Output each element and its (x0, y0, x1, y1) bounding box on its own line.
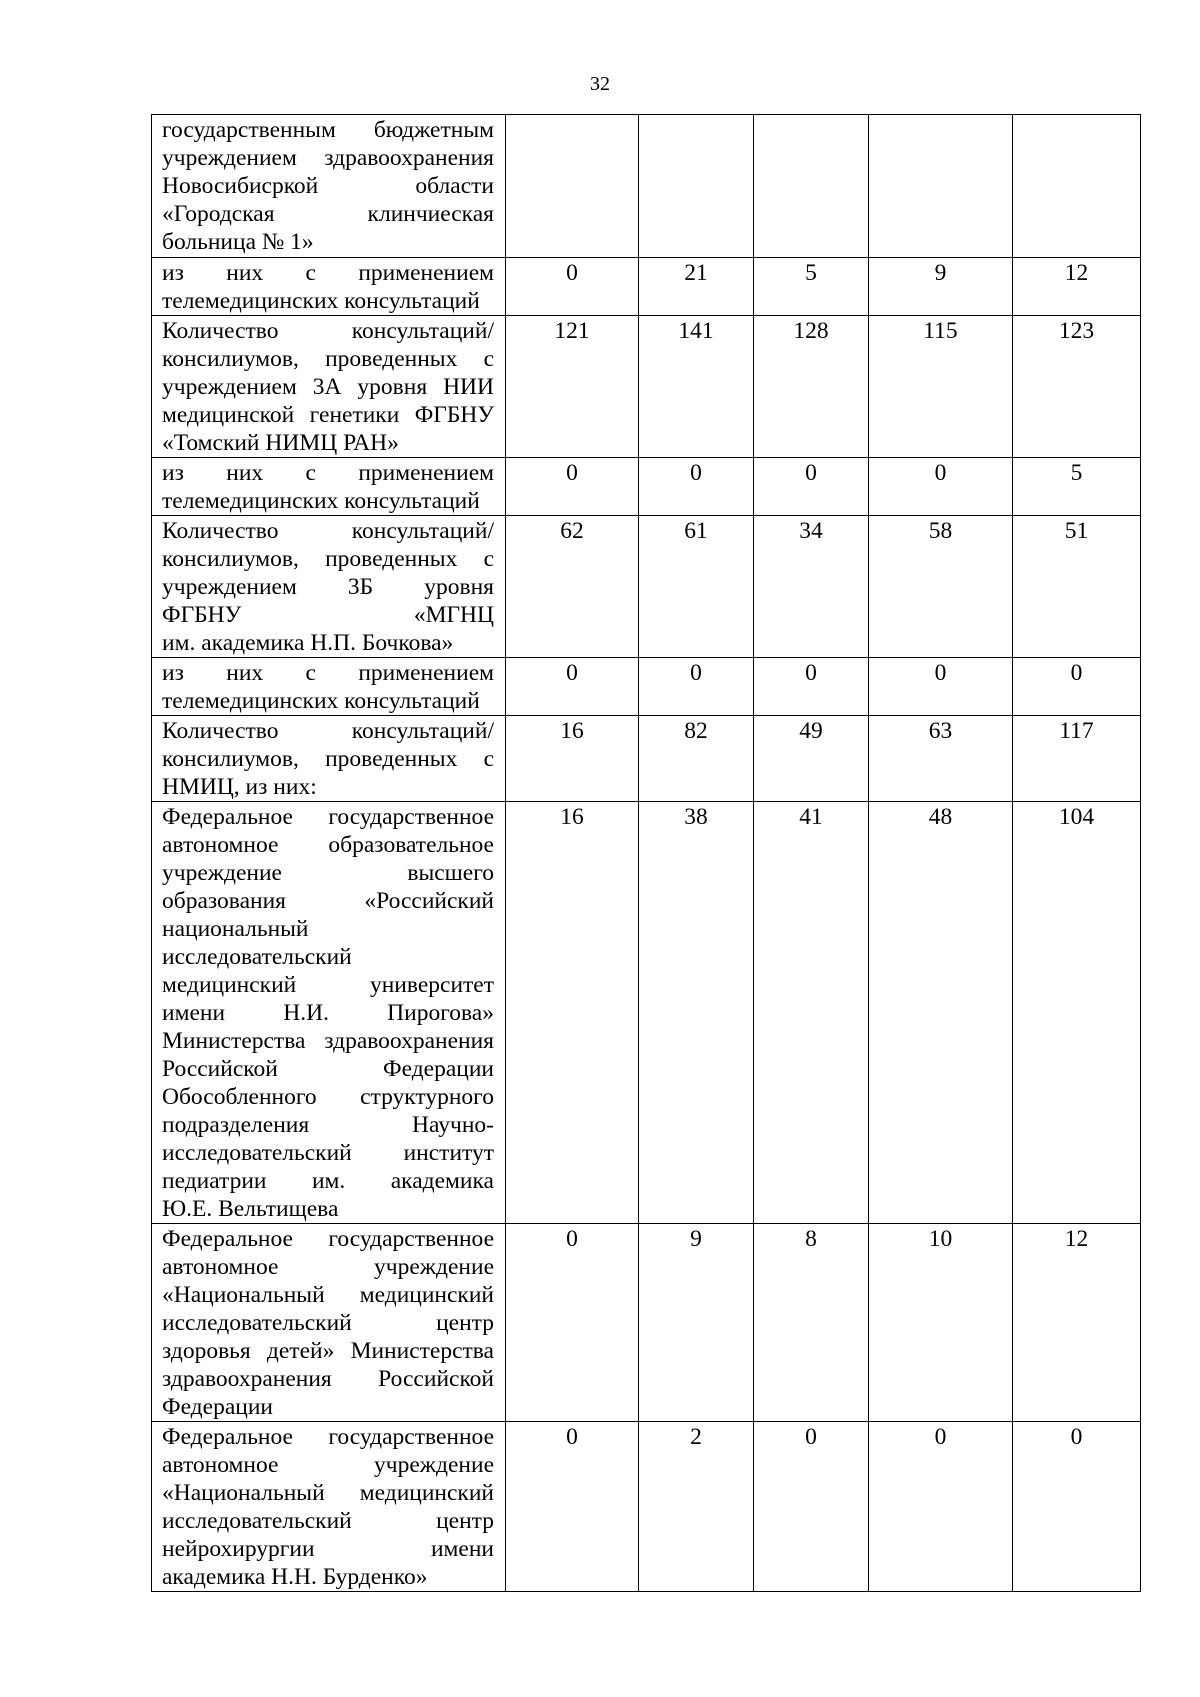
value-cell: 12 (1013, 258, 1141, 316)
row-description-line: учреждением 3А уровня НИИ (162, 374, 494, 400)
value-cell (754, 115, 869, 258)
row-description-line: Федеральное государственное (162, 1424, 494, 1450)
row-description-line: консилиумов, проведенных с (162, 346, 494, 372)
row-description-cell (152, 316, 506, 458)
row-description-line: исследовательский институт (162, 1140, 494, 1166)
value-cell: 117 (1013, 716, 1141, 802)
row-description-line: из них с применением (162, 460, 494, 486)
value-cell: 34 (754, 516, 869, 658)
row-description-line: учреждением здравоохранения (162, 145, 494, 171)
row-description-line: телемедицинских консультаций (162, 288, 480, 314)
row-description-line: консилиумов, проведенных с (162, 746, 494, 772)
value-cell: 0 (869, 1422, 1013, 1592)
row-description-line: Российской Федерации (162, 1056, 494, 1082)
row-description-line: академика Н.Н. Бурденко» (162, 1564, 428, 1590)
row-description-line: им. академика Н.П. Бочкова» (162, 630, 454, 656)
value-cell: 0 (754, 658, 869, 716)
row-description-line: образования «Российский (162, 888, 494, 914)
row-description-line: ФГБНУ «МГНЦ (162, 602, 494, 628)
row-description-line: здоровья детей» Министерства (162, 1338, 494, 1364)
row-description-cell (152, 716, 506, 802)
row-description-line: автономное учреждение (162, 1254, 494, 1280)
value-cell: 12 (1013, 1224, 1141, 1422)
row-description-line: исследовательский (162, 944, 352, 970)
table-body (152, 115, 1141, 1592)
row-description-line: Министерства здравоохранения (162, 1028, 494, 1054)
value-cell: 0 (1013, 658, 1141, 716)
value-cell: 58 (869, 516, 1013, 658)
row-description-line: «Томский НИМЦ РАН» (162, 430, 399, 456)
row-description-line: подразделения Научно- (162, 1112, 494, 1138)
value-cell: 0 (869, 658, 1013, 716)
value-cell: 0 (506, 458, 639, 516)
row-description-line: Количество консультаций/ (162, 518, 494, 544)
row-description-line: телемедицинских консультаций (162, 688, 480, 714)
row-description-cell (152, 1422, 506, 1592)
value-cell: 61 (639, 516, 754, 658)
row-description-line: «Национальный медицинский (162, 1282, 494, 1308)
row-description-line: Обособленного структурного (162, 1084, 494, 1110)
row-description-cell (152, 516, 506, 658)
value-cell: 16 (506, 716, 639, 802)
value-cell: 10 (869, 1224, 1013, 1422)
row-description-line: здравоохранения Российской (162, 1366, 494, 1392)
value-cell: 8 (754, 1224, 869, 1422)
row-description-line: телемедицинских консультаций (162, 488, 480, 514)
table-row (152, 316, 1141, 458)
value-cell: 0 (869, 458, 1013, 516)
value-cell: 38 (639, 802, 754, 1224)
page-number: 32 (590, 73, 610, 95)
row-description-line: Федеральное государственное (162, 804, 494, 830)
value-cell: 0 (1013, 1422, 1141, 1592)
row-description-line: из них с применением (162, 260, 494, 286)
value-cell (506, 115, 639, 258)
table-row (152, 1224, 1141, 1422)
row-description-line: нейрохирургии имени (162, 1536, 494, 1562)
row-description-line: медицинской генетики ФГБНУ (162, 402, 494, 428)
row-description-line: государственным бюджетным (162, 117, 494, 143)
row-description-line: «Национальный медицинский (162, 1480, 494, 1506)
row-description-line: учреждение высшего (162, 860, 494, 886)
row-description-cell (152, 802, 506, 1224)
row-description-line: национальный (162, 916, 309, 942)
table-row (152, 1422, 1141, 1592)
value-cell: 0 (506, 658, 639, 716)
row-description-line: исследовательский центр (162, 1508, 494, 1534)
row-description-cell (152, 115, 506, 258)
row-description-line: автономное учреждение (162, 1452, 494, 1478)
row-description-line: медицинский университет (162, 972, 494, 998)
table-row (152, 115, 1141, 258)
value-cell: 9 (869, 258, 1013, 316)
value-cell (1013, 115, 1141, 258)
row-description-line: из них с применением (162, 660, 494, 686)
row-description-line: консилиумов, проведенных с (162, 546, 494, 572)
value-cell: 121 (506, 316, 639, 458)
row-description-line: Новосибисркой области (162, 173, 494, 199)
value-cell (869, 115, 1013, 258)
row-description-line: Ю.Е. Вельтищева (162, 1196, 339, 1222)
row-description-cell (152, 658, 506, 716)
row-description-line: учреждением 3Б уровня (162, 574, 494, 600)
value-cell: 9 (639, 1224, 754, 1422)
row-description-line: автономное образовательное (162, 832, 494, 858)
value-cell: 48 (869, 802, 1013, 1224)
row-description-cell (152, 1224, 506, 1422)
row-description-line: имени Н.И. Пирогова» (162, 1000, 494, 1026)
value-cell: 2 (639, 1422, 754, 1592)
table-row (152, 516, 1141, 658)
table-row (152, 658, 1141, 716)
row-description-cell (152, 258, 506, 316)
value-cell: 5 (1013, 458, 1141, 516)
table-row (152, 716, 1141, 802)
row-description-line: Федерации (162, 1394, 273, 1420)
row-description-line: НМИЦ, из них: (162, 774, 317, 800)
value-cell: 128 (754, 316, 869, 458)
row-description-cell (152, 458, 506, 516)
value-cell: 62 (506, 516, 639, 658)
value-cell: 123 (1013, 316, 1141, 458)
value-cell: 0 (639, 458, 754, 516)
row-description-line: «Городская клинчиеская (162, 201, 494, 227)
data-table (151, 114, 1141, 1592)
value-cell (639, 115, 754, 258)
value-cell: 21 (639, 258, 754, 316)
value-cell: 51 (1013, 516, 1141, 658)
value-cell: 115 (869, 316, 1013, 458)
row-description-line: Количество консультаций/ (162, 318, 494, 344)
value-cell: 0 (639, 658, 754, 716)
table-row (152, 258, 1141, 316)
value-cell: 16 (506, 802, 639, 1224)
row-description-line: Количество консультаций/ (162, 718, 494, 744)
row-description-line: Федеральное государственное (162, 1226, 494, 1252)
value-cell: 5 (754, 258, 869, 316)
row-description-line: исследовательский центр (162, 1310, 494, 1336)
value-cell: 63 (869, 716, 1013, 802)
value-cell: 0 (506, 258, 639, 316)
value-cell: 104 (1013, 802, 1141, 1224)
value-cell: 0 (754, 458, 869, 516)
value-cell: 41 (754, 802, 869, 1224)
value-cell: 0 (506, 1224, 639, 1422)
row-description-line: педиатрии им. академика (162, 1168, 494, 1194)
value-cell: 141 (639, 316, 754, 458)
table-row (152, 802, 1141, 1224)
value-cell: 0 (754, 1422, 869, 1592)
table-row (152, 458, 1141, 516)
row-description-line: больница № 1» (162, 229, 314, 255)
value-cell: 0 (506, 1422, 639, 1592)
value-cell: 82 (639, 716, 754, 802)
value-cell: 49 (754, 716, 869, 802)
